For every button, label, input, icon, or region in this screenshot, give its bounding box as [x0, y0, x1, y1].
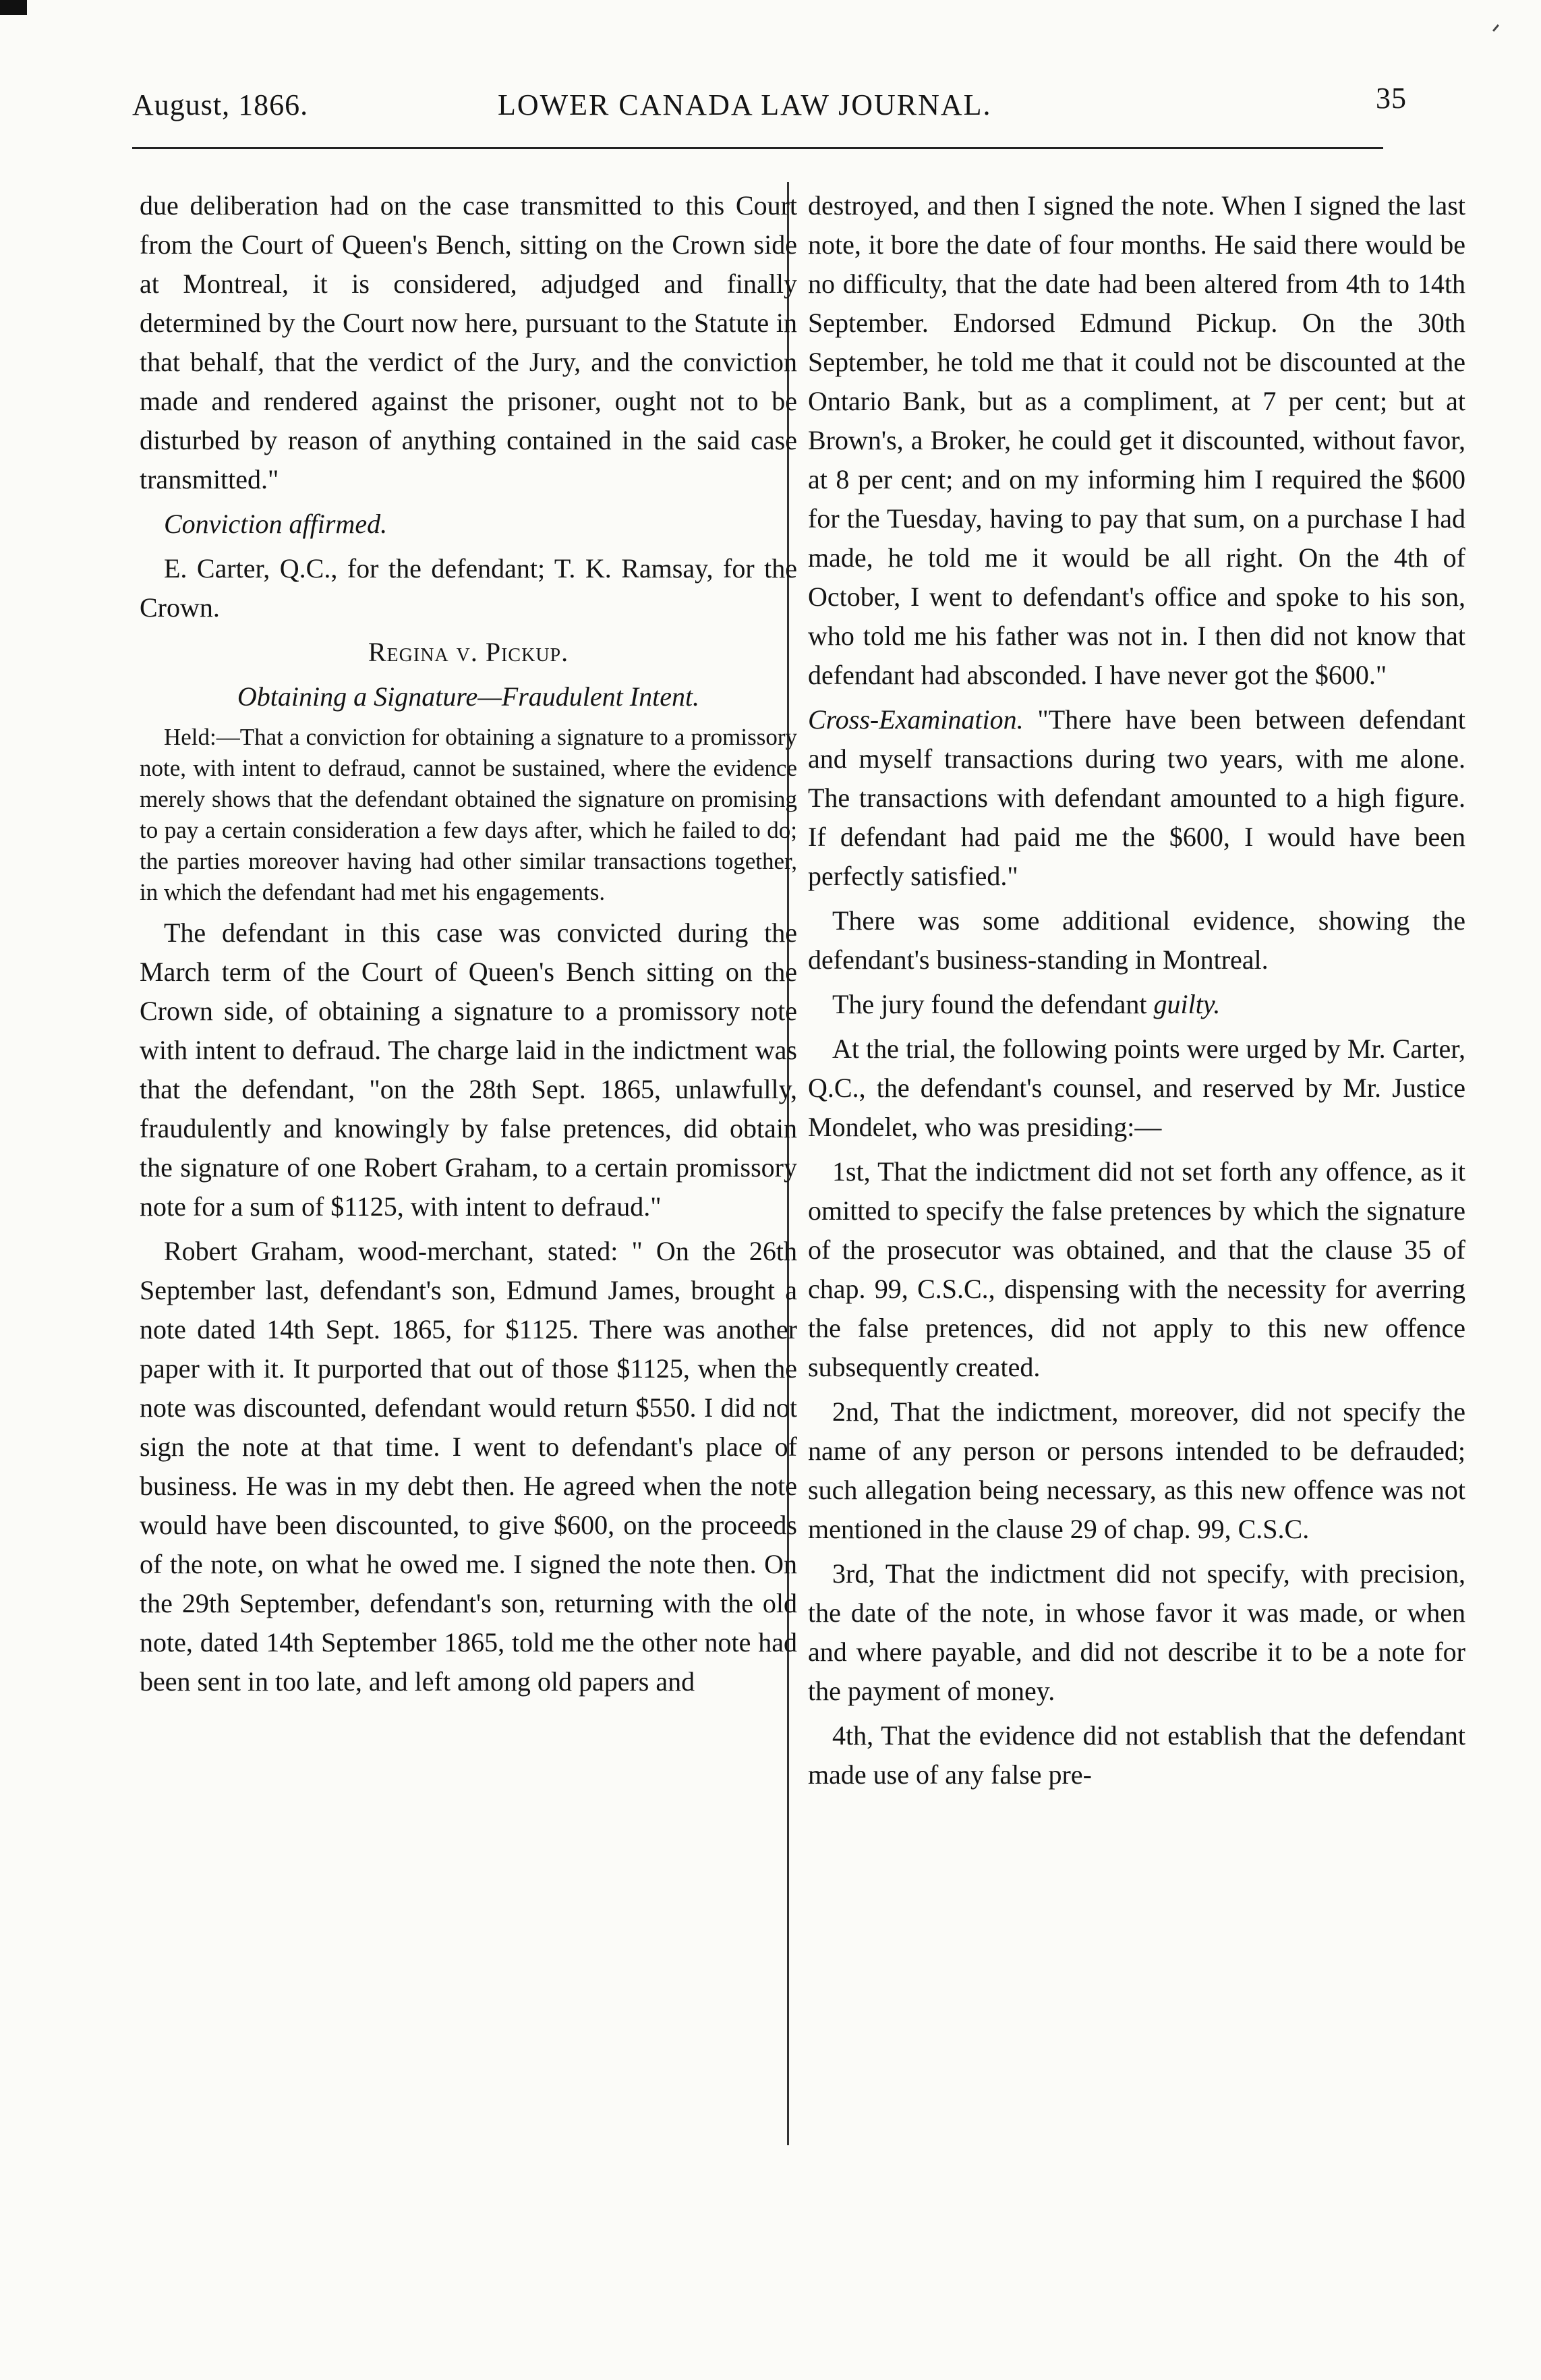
point-4: 4th, That the evidence did not establish that the defendant made use of any false pre- — [808, 1720, 1465, 1790]
headnote-held: Held:—That a conviction for obtaining a signature to a promissory note, with intent to defraud, cannot be sustained, where the evidence merely shows that the defendant obtained the signature on promising to pay a certain consideration a few days after, which he failed to do; the parties moreover having had other similar transactions together, in which the defendant had met his engagements. — [140, 724, 797, 905]
right-column — [808, 186, 1465, 1800]
left-paragraph-2: The defendant in this case was convicted during the March term of the Court of Queen's Bench sitting on the Crown side, of obtaining a signature to a promissory note with intent to defraud. The charge laid in the indictment was that the defendant, "on the 28th Sept. 1865, unlawfully, fraudulently and knowingly by false pretences, did obtain the signature of one Robert Graham, to a certain promissory note for a sum of $1125, with intent to defraud." — [140, 917, 797, 1222]
left-paragraph-3: Robert Graham, wood-merchant, stated: " On the 26th September last, defendant's son, Edmund James, brought a note dated 14th Sept. 1865, for $1125. There was another paper with it. It purported that out of those $1125, when the note was discounted, defendant would return $550. I did not sign the note at that time. I went to defendant's place of business. He was in my debt then. He agreed when the note would have been discounted, to give $600, on the proceeds of the note, on what he owed me. I signed the note then. On the 29th September, defendant's son, returning with the old note, dated 14th September 1865, told me the other note had been sent in too late, and left among old papers and — [140, 1236, 797, 1697]
cross-examination — [808, 700, 1465, 896]
verdict-text: The jury found the defendant — [832, 989, 1154, 1019]
verdict-line — [808, 985, 1465, 1024]
left-column — [140, 186, 797, 1707]
right-paragraph-4: At the trial, the following points were urged by Mr. Carter, Q.C., the defendant's counsel, and reserved by Mr. Justice Mondelet, who was presiding:— — [808, 1033, 1465, 1142]
left-paragraph-1: due deliberation had on the case transmitted to this Court from the Court of Queen's Bench, sitting on the Crown side at Montreal, it is considered, adjudged and finally determined by the Court now here, pursuant to the Statute in that behalf, that the verdict of the Jury, and the conviction made and rendered against the prisoner, ought not to be disturbed by reason of anything contained in the said case transmitted." — [140, 190, 797, 494]
case-title: Regina v. Pickup. — [368, 637, 569, 667]
right-paragraph-2: There was some additional evidence, showing the defendant's business-standing in Montreal. — [808, 905, 1465, 975]
right-paragraph-1: destroyed, and then I signed the note. When I signed the last note, it bore the date of four months. He said there would be no difficulty, that the date had been altered from 4th to 14th September. Endorsed Edmund Pickup. On the 30th September, he told me that it could not be discounted at the Ontario Bank, but as a compliment, at 7 per cent; but at Brown's, a Broker, he could get it discounted, without favor, at 8 per cent; and on my informing him I required the $600 for the Tuesday, having to pay that sum, on a purchase I had made, he told me it would be all right. On the 4th of October, I went to defendant's office and spoke to his son, who told me his father was not in. I then did not know that defendant had absconded. I have never got the $600." — [808, 190, 1465, 690]
journal-title: LOWER CANADA LAW JOURNAL. — [498, 88, 992, 121]
point-1: 1st, That the indictment did not set forth any offence, as it omitted to specify the false pretences by which the signature of the prosecutor was obtained, and that the clause 35 of chap. 99, C.S.C., dispensing with the necessity for averring the false pretences, did not apply to this new offence subsequently created. — [808, 1156, 1465, 1382]
header-date: August, 1866. — [132, 88, 309, 121]
page-number: 35 — [1376, 82, 1407, 115]
point-3: 3rd, That the indictment did not specify, with precision, the date of the note, in whose favor it was made, or when and where payable, and did not describe it to be a note for the payment of money. — [808, 1558, 1465, 1706]
conviction-affirmed: Conviction affirmed. — [164, 509, 388, 539]
counsel-line: E. Carter, Q.C., for the defendant; T. K. Ramsay, for the Crown. — [140, 553, 797, 623]
case-subtitle: Obtaining a Signature—Fraudulent Intent. — [237, 681, 700, 712]
cross-examination-text: "There have been between defendant and myself transactions during two years, with me alone. The transactions with defendant amounted to a high figure. If defendant had paid me the $600, I would have been perfectly satisfied." — [808, 704, 1466, 891]
point-2: 2nd, That the indictment, moreover, did not specify the name of any person or persons intended to be defrauded; such allegation being necessary, as this new offence was not mentioned in the clause 29 of chap. 99, C.S.C. — [808, 1396, 1465, 1544]
scan-tick-mark — [1492, 24, 1499, 32]
running-header — [132, 78, 1407, 140]
header-rule — [132, 147, 1383, 149]
scan-corner-mark — [0, 0, 27, 15]
verdict-guilty: guilty. — [1153, 989, 1221, 1019]
cross-examination-label: Cross-Examination. — [808, 704, 1024, 735]
